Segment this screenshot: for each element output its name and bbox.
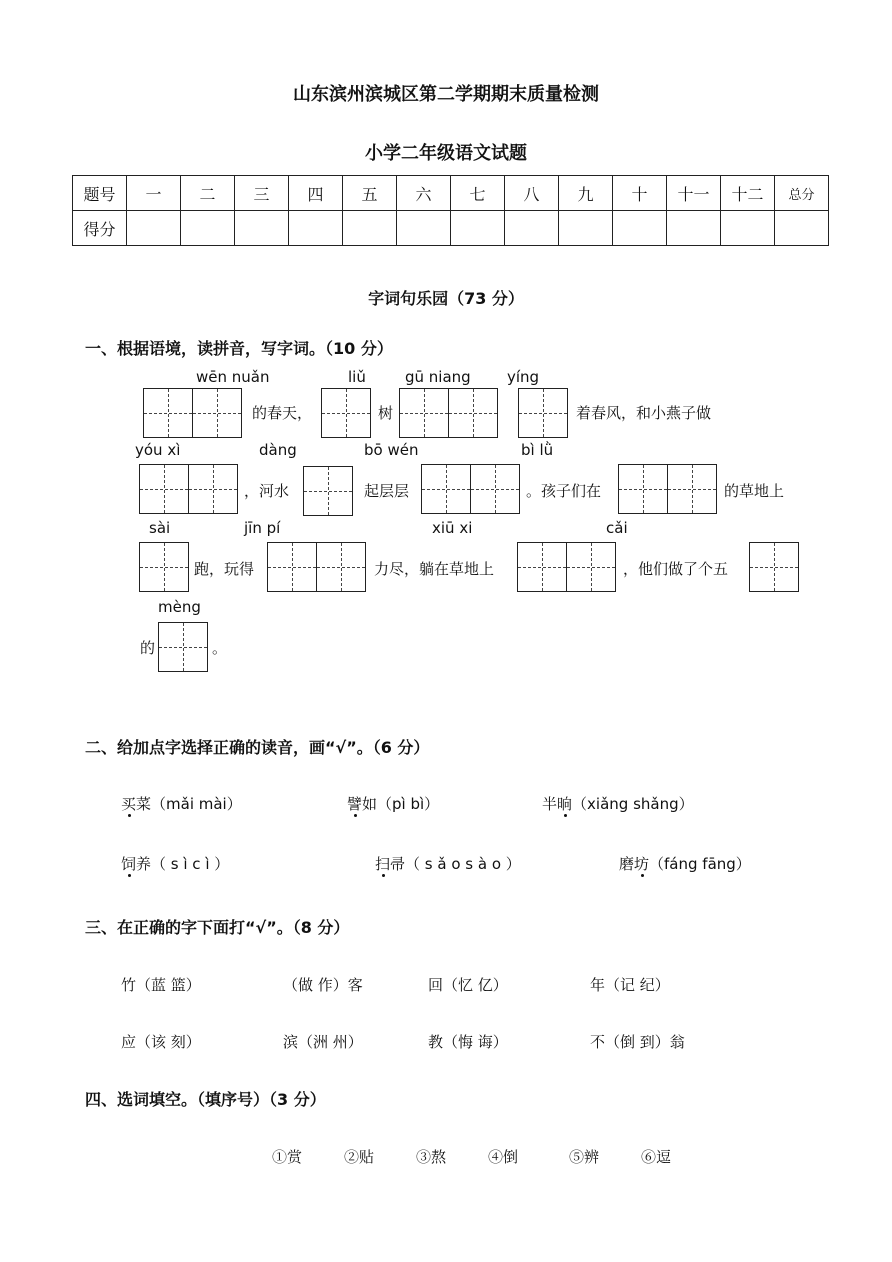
q1-title: 一、根据语境，读拼音，写字词。（10 分） <box>85 339 393 358</box>
pinyin-youxi: yóu xì <box>135 441 181 459</box>
pinyin-xiuxi: xiū xi <box>432 519 473 537</box>
page-title: 山东滨州滨城区第二学期期末质量检测 <box>293 84 599 105</box>
page-subtitle: 小学二年级语文试题 <box>365 143 527 164</box>
grid-cell[interactable] <box>470 464 520 514</box>
score-table <box>72 175 829 246</box>
grid-cell[interactable] <box>618 464 668 514</box>
q2-item-options: （xiǎng shǎng） <box>572 795 694 813</box>
grid-cell[interactable] <box>321 388 371 438</box>
score-table-label-question: 题号 <box>73 176 127 211</box>
q3-item[interactable]: 回（忆 亿） <box>428 976 508 994</box>
q1-text: 。 <box>212 639 228 657</box>
writing-box-sai[interactable] <box>139 542 188 592</box>
q2-title: 二、给加点字选择正确的读音，画“√”。（6 分） <box>85 738 430 757</box>
dotted-char: 晌 <box>557 795 573 813</box>
part-title: 字词句乐园（73 分） <box>368 289 524 308</box>
writing-box-wennuan[interactable] <box>143 388 241 438</box>
grid-cell[interactable] <box>517 542 567 592</box>
score-table-col: 五 <box>343 176 397 211</box>
q2-item-options: 帚（ s ǎ o s à o ） <box>390 855 521 873</box>
score-table-col: 八 <box>505 176 559 211</box>
writing-box-youxi[interactable] <box>139 464 237 514</box>
q3-item[interactable]: （做 作）客 <box>283 976 363 994</box>
grid-cell[interactable] <box>188 464 238 514</box>
pinyin-bowen: bō wén <box>364 441 419 459</box>
q3-item[interactable]: 不（倒 到）翁 <box>590 1033 685 1051</box>
dotted-char: 坊 <box>634 855 650 873</box>
grid-cell[interactable] <box>667 464 717 514</box>
score-table-col: 十二 <box>721 176 775 211</box>
q3-item[interactable]: 滨（洲 州） <box>283 1033 363 1051</box>
writing-box-ying[interactable] <box>518 388 567 438</box>
score-table-col: 四 <box>289 176 343 211</box>
dotted-char: 买 <box>121 795 137 813</box>
score-table-col: 七 <box>451 176 505 211</box>
q2-item-options: 如（pì bì） <box>362 795 440 813</box>
grid-cell[interactable] <box>518 388 568 438</box>
plain-char: 磨 <box>619 855 635 873</box>
q4-option: ⑥逗 <box>641 1148 672 1166</box>
score-cell[interactable] <box>289 211 343 246</box>
pinyin-jinpi: jīn pí <box>244 519 281 537</box>
q4-option: ③熬 <box>416 1148 447 1166</box>
score-table-score-row <box>73 211 829 246</box>
grid-cell[interactable] <box>139 542 189 592</box>
score-cell[interactable] <box>235 211 289 246</box>
grid-cell[interactable] <box>316 542 366 592</box>
grid-cell[interactable] <box>448 388 498 438</box>
q1-text: ，河水 <box>244 482 290 500</box>
score-cell[interactable] <box>181 211 235 246</box>
q1-text: ，他们做了个五 <box>623 560 729 578</box>
q1-text: 着春风，和小燕子做 <box>576 404 712 422</box>
q2-item[interactable] <box>542 793 694 814</box>
q1-text: 的草地上 <box>724 482 785 500</box>
q1-text: 力尽，躺在草地上 <box>374 560 495 578</box>
pinyin-ying: yíng <box>507 368 540 386</box>
q4-option: ⑤辨 <box>569 1148 600 1166</box>
q4-option: ②贴 <box>344 1148 375 1166</box>
grid-cell[interactable] <box>399 388 449 438</box>
writing-box-jinpi[interactable] <box>267 542 365 592</box>
score-cell[interactable] <box>505 211 559 246</box>
writing-box-cai[interactable] <box>749 542 798 592</box>
pinyin-wennuan: wēn nuǎn <box>196 368 270 386</box>
score-cell[interactable] <box>667 211 721 246</box>
pinyin-cai: cǎi <box>606 519 628 537</box>
score-cell[interactable] <box>397 211 451 246</box>
score-table-col: 二 <box>181 176 235 211</box>
score-table-col-total: 总分 <box>775 176 829 211</box>
score-table-col: 十 <box>613 176 667 211</box>
q3-item[interactable]: 年（记 纪） <box>590 976 670 994</box>
q4-option: ①赏 <box>272 1148 303 1166</box>
pinyin-bilv: bì lǜ <box>521 441 554 459</box>
q3-item[interactable]: 应（该 刻） <box>121 1033 201 1051</box>
dotted-char: 扫 <box>375 855 391 873</box>
grid-cell[interactable] <box>158 622 208 672</box>
writing-box-guniang[interactable] <box>399 388 497 438</box>
writing-box-liu[interactable] <box>321 388 370 438</box>
writing-box-bowen[interactable] <box>421 464 519 514</box>
score-cell[interactable] <box>451 211 505 246</box>
score-table-label-score: 得分 <box>73 211 127 246</box>
score-table-header-row <box>73 176 829 211</box>
score-cell[interactable] <box>343 211 397 246</box>
q2-item[interactable] <box>121 853 229 874</box>
q4-title: 四、选词填空。（填序号）（3 分） <box>85 1090 326 1109</box>
q2-item-options: 菜（mǎi mài） <box>136 795 242 813</box>
writing-box-dang[interactable] <box>303 466 352 516</box>
score-cell[interactable] <box>721 211 775 246</box>
score-cell[interactable] <box>127 211 181 246</box>
q2-item-options: 养（ s ì c ì ） <box>136 855 230 873</box>
score-table-col: 三 <box>235 176 289 211</box>
writing-box-meng[interactable] <box>158 622 207 672</box>
q3-item[interactable]: 竹（蓝 篮） <box>121 976 201 994</box>
plain-char: 半 <box>542 795 558 813</box>
grid-cell[interactable] <box>192 388 242 438</box>
q1-text: 的春天， <box>252 404 313 422</box>
grid-cell[interactable] <box>303 466 353 516</box>
writing-box-xiuxi[interactable] <box>517 542 615 592</box>
q1-text: 。孩子们在 <box>526 482 602 500</box>
score-table-col: 十一 <box>667 176 721 211</box>
writing-box-bilv[interactable] <box>618 464 716 514</box>
q2-item[interactable] <box>619 853 751 874</box>
grid-cell[interactable] <box>566 542 616 592</box>
dotted-char: 饲 <box>121 855 137 873</box>
q2-item[interactable] <box>347 793 439 814</box>
score-cell[interactable] <box>775 211 829 246</box>
grid-cell[interactable] <box>421 464 471 514</box>
pinyin-guniang: gū niang <box>405 368 471 386</box>
grid-cell[interactable] <box>139 464 189 514</box>
pinyin-sai: sài <box>149 519 171 537</box>
q2-item[interactable] <box>375 853 521 874</box>
dotted-char: 譬 <box>347 795 363 813</box>
q3-item[interactable]: 教（悔 诲） <box>428 1033 508 1051</box>
pinyin-liu: liǔ <box>348 368 366 386</box>
q2-item[interactable] <box>121 793 242 814</box>
q1-text: 跑，玩得 <box>194 560 255 578</box>
score-table-col: 九 <box>559 176 613 211</box>
q4-option: ④倒 <box>488 1148 519 1166</box>
score-cell[interactable] <box>613 211 667 246</box>
q1-text: 树 <box>378 404 394 422</box>
score-table-col: 六 <box>397 176 451 211</box>
q1-text: 的 <box>140 639 156 657</box>
q2-item-options: （fáng fāng） <box>649 855 751 873</box>
pinyin-dang: dàng <box>259 441 297 459</box>
pinyin-meng: mèng <box>158 598 201 616</box>
grid-cell[interactable] <box>267 542 317 592</box>
score-cell[interactable] <box>559 211 613 246</box>
q3-title: 三、在正确的字下面打“√”。（8 分） <box>85 918 350 937</box>
grid-cell[interactable] <box>143 388 193 438</box>
score-table-col: 一 <box>127 176 181 211</box>
grid-cell[interactable] <box>749 542 799 592</box>
q1-text: 起层层 <box>364 482 410 500</box>
